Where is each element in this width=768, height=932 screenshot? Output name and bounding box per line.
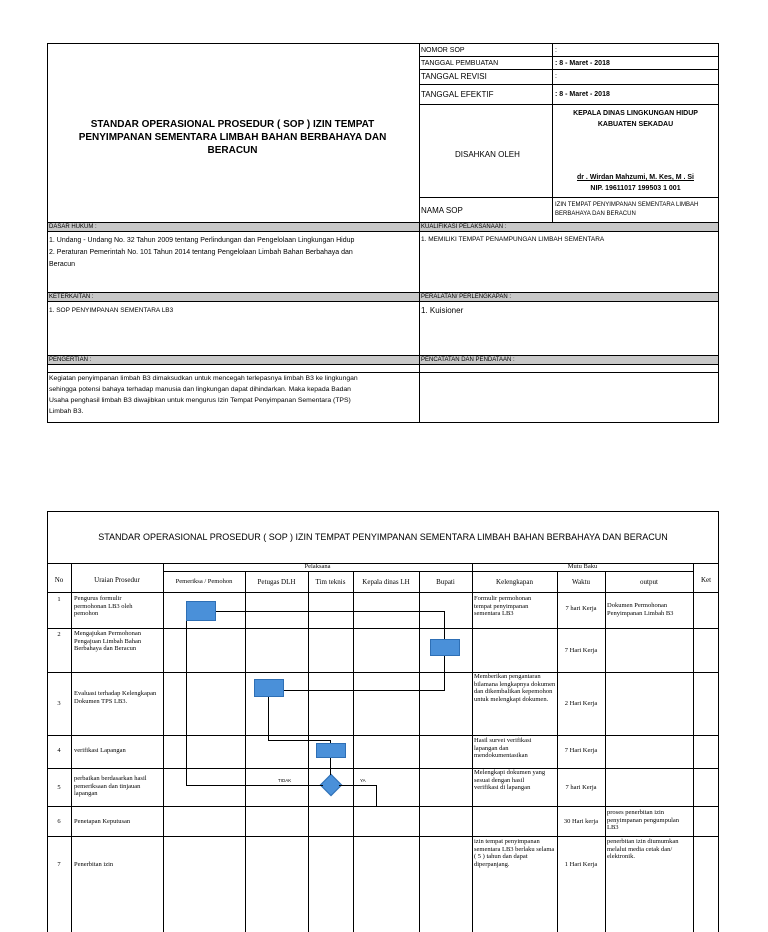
nama-sop-label: NAMA SOP xyxy=(421,206,463,215)
row-4-waktu: 7 Hari Kerja xyxy=(564,747,598,754)
header-kepala-dinas: Kepala dinas LH xyxy=(362,578,410,586)
row-4-uraian: verifikasi Lapangan xyxy=(74,747,126,754)
kualifikasi-item-1: 1. MEMILIKI TEMPAT PENAMPUNGAN LIMBAH SEMENTARA xyxy=(421,236,605,243)
tanggal-revisi-label: TANGGAL REVISI xyxy=(421,72,487,81)
pejabat-nama: dr . Wirdan Mahzumi, M. Kes, M . Si xyxy=(576,174,694,181)
row-7-waktu: 1 Hari Kerja xyxy=(564,861,598,868)
row-3-no: 3 xyxy=(57,700,61,707)
pengertian-label: PENGERTIAN : xyxy=(49,357,92,363)
row-5-waktu: 7 hari Kerja xyxy=(565,784,597,791)
header-pelaksana: Pelaksana xyxy=(304,563,331,570)
row-5-no: 5 xyxy=(57,784,61,791)
pengertian-line-1: Kegiatan penyimpanan limbah B3 dimaksudkan untuk mencegah terlepasnya limbah B3 ke lingkungan xyxy=(49,375,358,382)
dasar-hukum-item-1: 1. Undang - Undang No. 32 Tahun 2009 tentang Perlindungan dan Pengelolaan Lingkungan Hidup xyxy=(49,237,355,244)
disahkan-label: DISAHKAN OLEH xyxy=(455,150,520,159)
pengertian-line-2: sehingga potensi bahaya terhadap manusia dan lingkungan dapat dihindarkan. Maka kepada Badan xyxy=(49,386,351,393)
row-5-uraian: perbaikan berdasarkan hasil pemeriksaan dan tinjauan lapangan xyxy=(74,775,147,797)
flow-step-4-box xyxy=(316,743,346,758)
row-6-output: proses penerbitan izin penyimpanan pengumpulan LB3 xyxy=(607,809,680,831)
row-6-waktu: 30 Hari kerja xyxy=(563,818,599,825)
peralatan-item-1: 1. Kuisioner xyxy=(421,306,464,315)
flow-step-3-box xyxy=(254,679,284,697)
row-4-kelengkapan: Hasil survei verifikasi lapangan dan mendokumentasikan xyxy=(474,737,532,759)
tanggal-pembuatan-label: TANGGAL PEMBUATAN xyxy=(421,60,499,67)
row-7-uraian: Penerbitan izin xyxy=(74,861,114,868)
header-petugas: Petugas DLH xyxy=(257,578,296,586)
decision-no-label: TIDAK xyxy=(278,778,292,783)
row-3-kelengkapan: Memberikan pengantaran bilamana lengkapnya dokumen dan dikembalikan kepemohon untuk melengkapi dokumen. xyxy=(474,673,556,703)
header-output: output xyxy=(640,578,658,586)
header-tim-teknis: Tim teknis xyxy=(315,578,346,586)
dasar-hukum-item-2: 2. Peraturan Pemerintah No. 101 Tahun 2014 tentang Pengelolaan Limbah Bahan Berbahaya dan xyxy=(49,249,353,256)
keterkaitan-item-1: 1. SOP PENYIMPANAN SEMENTARA LB3 xyxy=(49,307,174,314)
row-1-waktu: 7 hari Kerja xyxy=(565,605,597,612)
row-7-kelengkapan: izin tempat penyimpanan sementara LB3 berlaku selama ( 5 ) tahun dan dapat diperpanjang. xyxy=(474,838,555,868)
row-6-no: 6 xyxy=(57,818,61,825)
tanggal-efektif-value: : 8 - Maret - 2018 xyxy=(555,91,610,98)
nomor-sop-value: : xyxy=(555,47,557,54)
tanggal-pembuatan-value: : 8 - Maret - 2018 xyxy=(555,60,610,67)
flowchart-title: STANDAR OPERASIONAL PROSEDUR ( SOP ) IZIN TEMPAT PENYIMPANAN SEMENTARA LIMBAH BAHAN BERBAHAYA DAN BERACUN xyxy=(98,532,668,542)
kepala-dinas-line1: KEPALA DINAS LINGKUNGAN HIDUP xyxy=(573,110,698,117)
sop-title: STANDAR OPERASIONAL PROSEDUR ( SOP ) IZIN TEMPAT PENYIMPANAN SEMENTARA LIMBAH BAHAN BERBAHAYA DAN BERACUN xyxy=(78,119,387,156)
header-mutu-baku: Mutu Baku xyxy=(567,563,598,570)
tanggal-revisi-value: : xyxy=(555,73,557,80)
row-2-waktu: 7 Hari Kerja xyxy=(564,647,598,654)
dasar-hukum-label: DASAR HUKUM : xyxy=(49,224,97,230)
header-uraian: Uraian Prosedur xyxy=(94,576,140,584)
keterkaitan-label: KETERKAITAN : xyxy=(49,294,94,300)
tanggal-efektif-label: TANGGAL EFEKTIF xyxy=(421,90,494,99)
pengertian-line-3: Usaha penghasil limbah B3 diwajibkan untuk mengurus Izin Tempat Penyimpanan Sementara (TPS) xyxy=(49,397,351,404)
header-no: No xyxy=(54,576,64,584)
kepala-dinas-line2: KABUATEN SEKADAU xyxy=(597,121,674,128)
flow-step-2-box xyxy=(430,639,460,656)
pejabat-nip: NIP. 19611017 199503 1 001 xyxy=(590,185,681,192)
kualifikasi-label: KUALIFIKASI PELAKSANAAN : xyxy=(421,224,507,230)
flow-step-1-box xyxy=(186,601,216,621)
row-6-uraian: Penetapan Keputusan xyxy=(74,818,131,825)
row-2-uraian: Mengajukan Permohonan Pengajuan Limbah Bahan Berbahaya dan Beracun xyxy=(74,630,142,652)
pengertian-line-4: Limbah B3. xyxy=(49,408,84,415)
row-5-kelengkapan: Melengkapi dokumen yang sesuai dengan hasil verifikasi di lapangan xyxy=(474,769,546,791)
header-pemohon: Pemeriksa / Pemohon xyxy=(175,578,233,585)
header-waktu: Waktu xyxy=(571,578,591,586)
header-kelengkapan: Kelengkapan xyxy=(496,578,533,586)
nama-sop-value: IZIN TEMPAT PENYIMPANAN SEMENTARA LIMBAH BERBAHAYA DAN BERACUN xyxy=(555,202,699,217)
row-2-no: 2 xyxy=(57,631,61,638)
decision-yes-label: YA xyxy=(360,778,366,783)
dasar-hukum-item-3: Beracun xyxy=(49,261,76,268)
row-4-no: 4 xyxy=(57,747,61,754)
row-7-output: penerbitan izin diumumkan melalui media cetak dan/ elektronik. xyxy=(607,838,679,860)
nomor-sop-label: NOMOR SOP xyxy=(421,47,465,54)
pencatatan-label: PENCATATAN DAN PENDATAAN : xyxy=(421,357,515,363)
peralatan-label: PERALATAN/ PERLENGKAPAN : xyxy=(421,294,512,300)
row-7-no: 7 xyxy=(57,861,61,868)
row-3-waktu: 2 Hari Kerja xyxy=(564,700,598,707)
header-ket: Ket xyxy=(700,576,712,584)
row-1-output: Dokumen Permohonan Penyimpanan Limbah B3 xyxy=(607,602,674,617)
row-1-no: 1 xyxy=(57,596,61,603)
row-1-uraian: Pengurus formulir permohonan LB3 oleh pemohon xyxy=(74,595,133,617)
row-3-uraian: Evaluasi terhadap Kelengkapan Dokumen TPS LB3. xyxy=(74,690,157,705)
header-bupati: Bupati xyxy=(436,578,455,586)
row-1-kelengkapan: Formulir permohonan tempat penyimpanan sementara LB3 xyxy=(474,595,532,617)
